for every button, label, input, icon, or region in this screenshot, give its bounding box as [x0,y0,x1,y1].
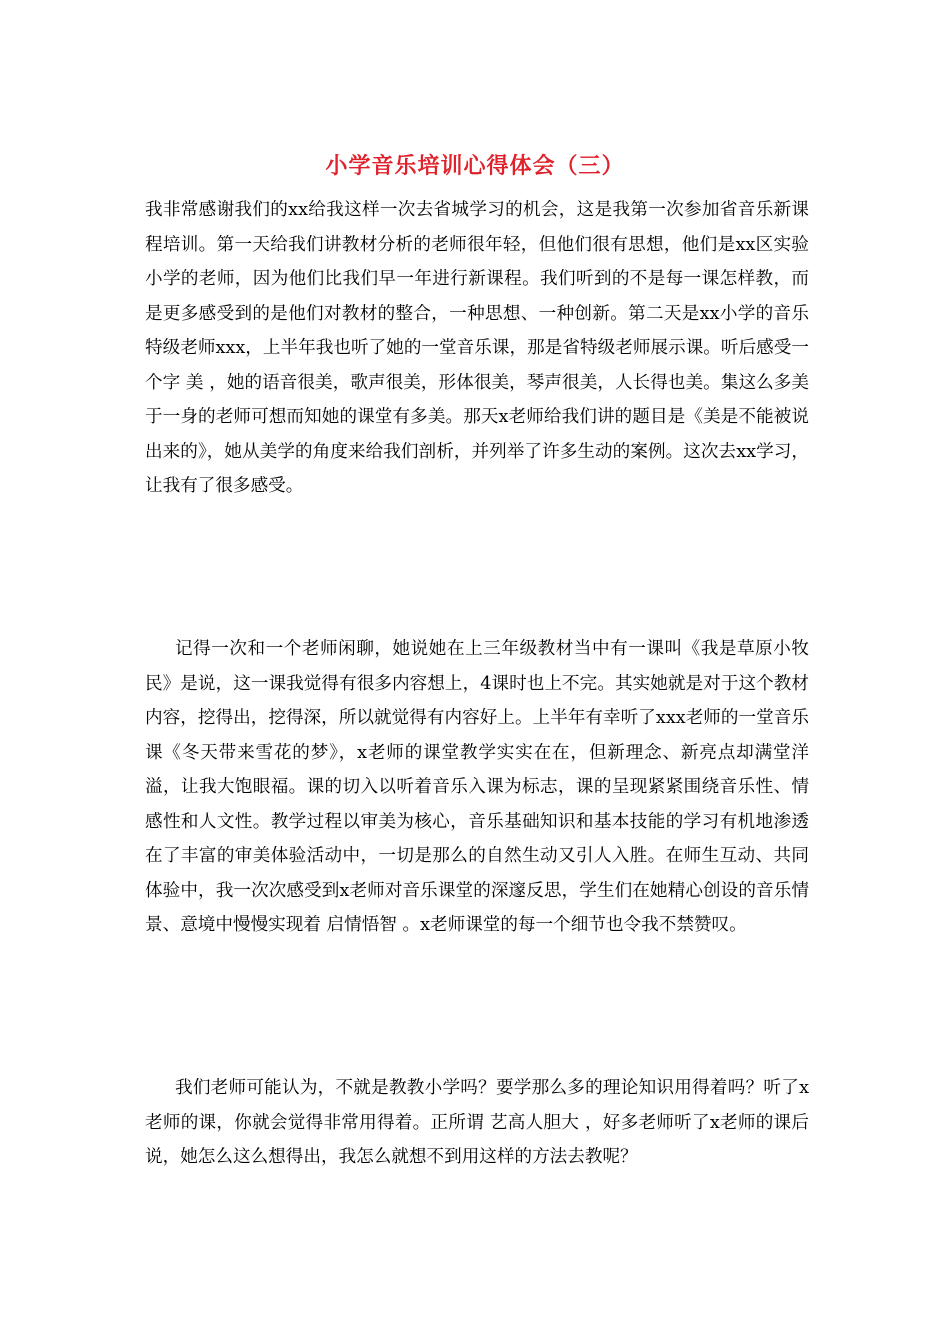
paragraph-1: 我非常感谢我们的xx给我这样一次去省城学习的机会，这是我第一次参加省音乐新课程培训。第一天给我们讲教材分析的老师很年轻，但他们很有思想，他们是xx区实验小学的老师，因为他们比我们早一年进行新课程。我们听到的不是每一课怎样教，而是更多感受到的是他们对教材的整合，一种思想、一种创新。第二天是xx小学的音乐特级老师xxx，上半年我也听了她的一堂音乐课，那是省特级老师展示课。听后感受一个字 美 ，她的语音很美，歌声很美，形体很美，琴声很美，人长得也美。集这么多美于一身的老师可想而知她的课堂有多美。那天x老师给我们讲的题目是《美是不能被说出来的》，她从美学的角度来给我们剖析，并列举了许多生动的案例。这次去xx学习，让我有了很多感受。 [145,200,809,496]
document-title: 小学音乐培训心得体会（三） [325,153,625,179]
paragraph-2: 记得一次和一个老师闲聊，她说她在上三年级教材当中有一课叫《我是草原小牧民》是说，这一课我觉得有很多内容想上，4课时也上不完。其实她就是对于这个教材内容，挖得出，挖得深，所以就觉得有内容好上。上半年有幸听了xxx老师的一堂音乐课《冬天带来雪花的梦》，x老师的课堂教学实实在在，但新理念、新亮点却满堂洋溢，让我大饱眼福。课的切入以听着音乐入课为标志，课的呈现紧紧围绕音乐性、情感性和人文性。教学过程以审美为核心，音乐基础知识和基本技能的学习有机地渗透在了丰富的审美体验活动中，一切是那么的自然生动又引人入胜。在师生互动、共同体验中，我一次次感受到x老师对音乐课堂的深邃反思，学生们在她精心创设的音乐情景、意境中慢慢实现着 启情悟智 。x老师课堂的每一个细节也令我不禁赞叹。 [145,639,809,935]
paragraph-3: 我们老师可能认为，不就是教教小学吗？要学那么多的理论知识用得着吗？听了x老师的课，你就会觉得非常用得着。正所谓 艺高人胆大 ，好多老师听了x老师的课后说，她怎么这么想得出，我怎么就想不到用这样的方法去教呢？ [145,1078,809,1167]
